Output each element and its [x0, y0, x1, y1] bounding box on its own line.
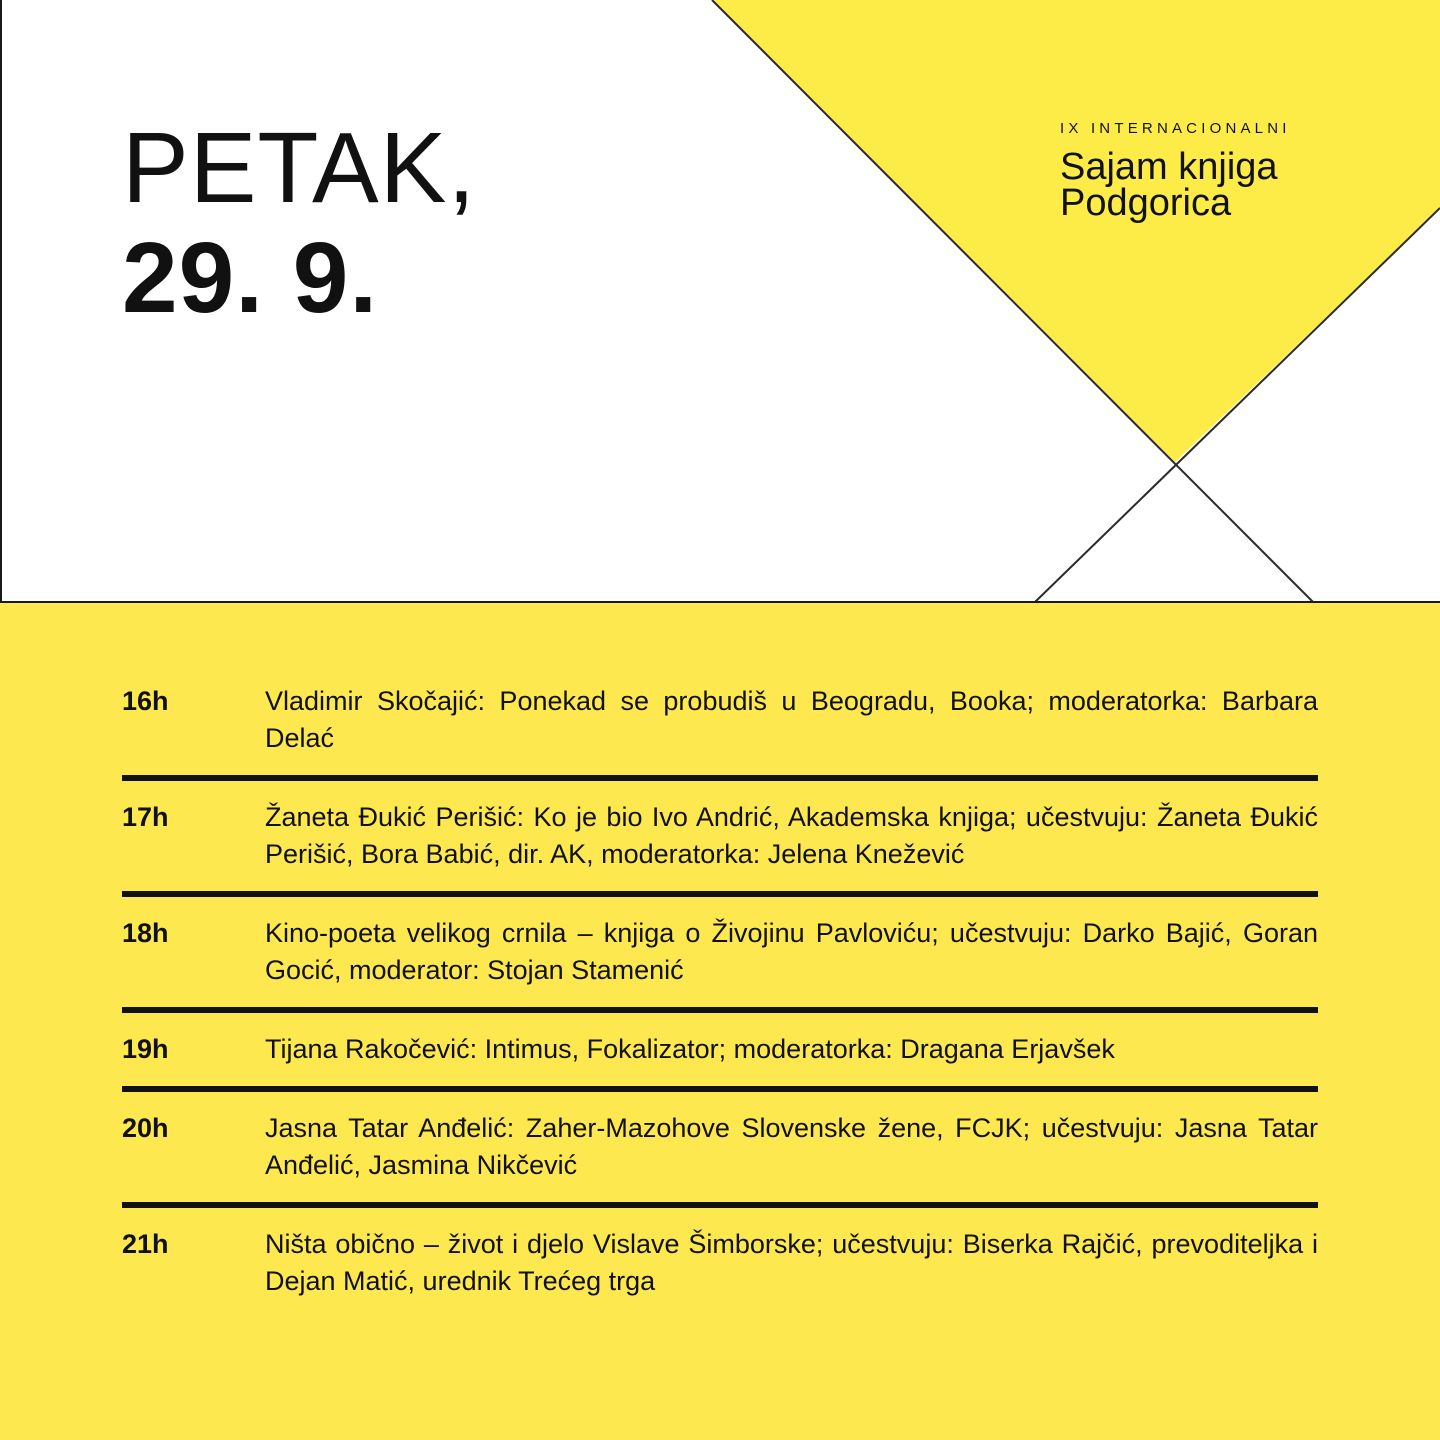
event-description: Jasna Tatar Anđelić: Zaher-Mazohove Slovenske žene, FCJK; učestvuju: Jasna Tatar Anđelić, Jasmina Nikčević	[265, 1113, 1318, 1180]
fair-name	[1060, 146, 1330, 224]
schedule-row	[122, 1031, 1318, 1068]
schedule-row	[122, 1226, 1318, 1300]
fair-name-line-2: Podgorica	[1060, 182, 1232, 224]
schedule-section	[0, 603, 1440, 1440]
fair-logo	[1060, 120, 1330, 224]
schedule-row	[122, 1110, 1318, 1184]
event-description: Ništa obično – život i djelo Vislave Šimborske; učestvuju: Biserka Rajčić, prevoditeljka i Dejan Matić, urednik Trećeg trga	[265, 1229, 1318, 1296]
schedule-row	[122, 683, 1318, 757]
row-divider	[122, 1007, 1318, 1013]
fair-name-line-1: Sajam knjiga	[1060, 146, 1278, 188]
row-divider	[122, 1202, 1318, 1208]
fair-edition-label: IX INTERNACIONALNI	[1060, 120, 1291, 137]
date-title: 29. 9.	[122, 222, 379, 334]
event-description: Vladimir Skočajić: Ponekad se probudiš u Beogradu, Booka; moderatorka: Barbara Delać	[265, 686, 1318, 753]
schedule-list	[122, 683, 1318, 1300]
event-time: 17h	[122, 802, 169, 832]
row-divider	[122, 1086, 1318, 1092]
schedule-row	[122, 915, 1318, 989]
event-time: 19h	[122, 1034, 169, 1064]
day-title: PETAK,	[122, 112, 477, 224]
event-time: 21h	[122, 1229, 169, 1259]
event-description: Tijana Rakočević: Intimus, Fokalizator; moderatorka: Dragana Erjavšek	[265, 1034, 1115, 1064]
row-divider	[122, 775, 1318, 781]
event-time: 20h	[122, 1113, 169, 1143]
event-time: 18h	[122, 918, 169, 948]
event-time: 16h	[122, 686, 169, 716]
event-description: Kino-poeta velikog crnila – knjiga o Živojinu Pavloviću; učestvuju: Darko Bajić, Goran Gocić, moderator: Stojan Stamenić	[265, 918, 1318, 985]
row-divider	[122, 891, 1318, 897]
header-section	[0, 0, 1440, 603]
schedule-row	[122, 799, 1318, 873]
event-description: Žaneta Đukić Perišić: Ko je bio Ivo Andrić, Akademska knjiga; učestvuju: Žaneta Đukić Perišić, Bora Babić, dir. AK, moderatorka: Jelena Knežević	[265, 802, 1318, 869]
